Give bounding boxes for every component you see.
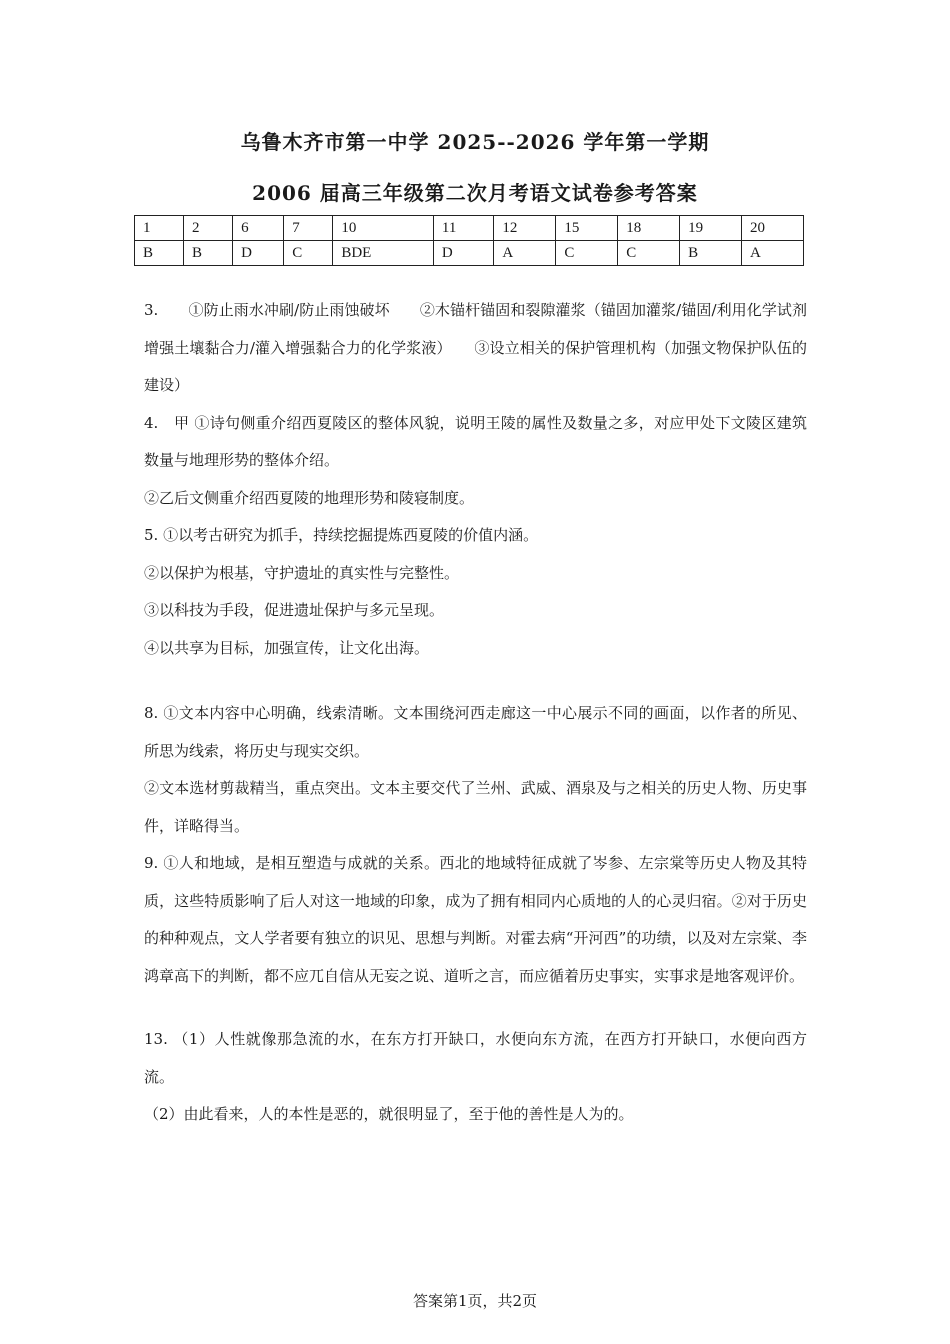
answer-q5-part1: 5. ①以考古研究为抓手，持续挖掘提炼西夏陵的价值内涵。: [144, 526, 539, 544]
answer-cell: B: [184, 241, 233, 266]
answer-cell: BDE: [333, 241, 434, 266]
answer-q4-part1: 4. 甲 ①诗句侧重介绍西夏陵区的整体风貌，说明王陵的属性及数量之多，对应甲处下文陵区建筑数量与地理形势的整体介绍。: [144, 413, 807, 469]
page-subtitle: 2006 届高三年级第二次月考语文试卷参考答案: [252, 181, 698, 205]
answer-q13-part1: 13. （1）人性就像那急流的水，在东方打开缺口，水便向东方流，在西方打开缺口，水便向西方流。: [144, 1030, 807, 1086]
page-footer: 答案第1页，共2页: [412, 1292, 538, 1310]
question-number-cell: 6: [233, 216, 284, 241]
answer-cell: C: [556, 241, 618, 266]
question-number-cell: 19: [680, 216, 742, 241]
answer-cell: B: [135, 241, 184, 266]
answer-table: [134, 215, 804, 266]
answer-q5-part2: ②以保护为根基，守护遗址的真实性与完整性。: [144, 563, 460, 582]
answer-content: [144, 292, 807, 1134]
answer-q8-part1: 8. ①文本内容中心明确，线索清晰。文本围绕河西走廊这一中心展示不同的画面，以作者的所见、所思为线索，将历史与现实交织。: [144, 704, 807, 760]
question-number-cell: 11: [433, 216, 493, 241]
answer-q5-part3: ③以科技为手段，促进遗址保护与多元呈现。: [144, 601, 445, 619]
question-number-cell: 1: [135, 216, 184, 241]
answer-q3: 3. ①防止雨水冲刷/防止雨蚀破坏 ②木锚杆锚固和裂隙灌浆（锚固加灌浆/锚固/利用化学试剂增强土壤黏合力/灌入增强黏合力的化学浆液） ③设立相关的保护管理机构（加强文物保护队伍的建设）: [144, 301, 807, 394]
answer-q8-part2: ②文本选材剪裁精当，重点突出。文本主要交代了兰州、武威、酒泉及与之相关的历史人物、历史事件，详略得当。: [144, 779, 807, 835]
question-number-cell: 12: [494, 216, 556, 241]
table-answer-row: [135, 241, 804, 266]
question-number-cell: 2: [184, 216, 233, 241]
answer-cell: A: [742, 241, 804, 266]
answer-cell: A: [494, 241, 556, 266]
table-header-row: [135, 216, 804, 241]
question-number-cell: 15: [556, 216, 618, 241]
answer-q9: 9. ①人和地域，是相互塑造与成就的关系。西北的地域特征成就了岑参、左宗棠等历史人物及其特质，这些特质影响了后人对这一地域的印象，成为了拥有相同内心质地的人的心灵归宿。②对于历史的种种观点，文人学者要有独立的识见、思想与判断。对霍去病“开河西”的功绩，以及对左宗棠、李鸿章高下的判断，都不应兀自信从无妄之说、道听之言，而应循着历史事实，实事求是地客观评价。: [144, 854, 807, 985]
question-number-cell: 18: [618, 216, 680, 241]
answer-q4-part2: ②乙后文侧重介绍西夏陵的地理形势和陵寝制度。: [144, 488, 475, 507]
answer-cell: C: [284, 241, 333, 266]
answer-cell: C: [618, 241, 680, 266]
answer-cell: B: [680, 241, 742, 266]
question-number-cell: 10: [333, 216, 434, 241]
answer-q5-part4: ④以共享为目标，加强宣传，让文化出海。: [144, 638, 430, 657]
question-number-cell: 20: [742, 216, 804, 241]
page-title: 乌鲁木齐市第一中学 2025--2026 学年第一学期: [240, 130, 710, 154]
answer-cell: D: [433, 241, 493, 266]
question-number-cell: 7: [284, 216, 333, 241]
answer-q13-part2: （2）由此看来，人的本性是恶的，就很明显了，至于他的善性是人为的。: [144, 1105, 634, 1123]
answer-cell: D: [233, 241, 284, 266]
